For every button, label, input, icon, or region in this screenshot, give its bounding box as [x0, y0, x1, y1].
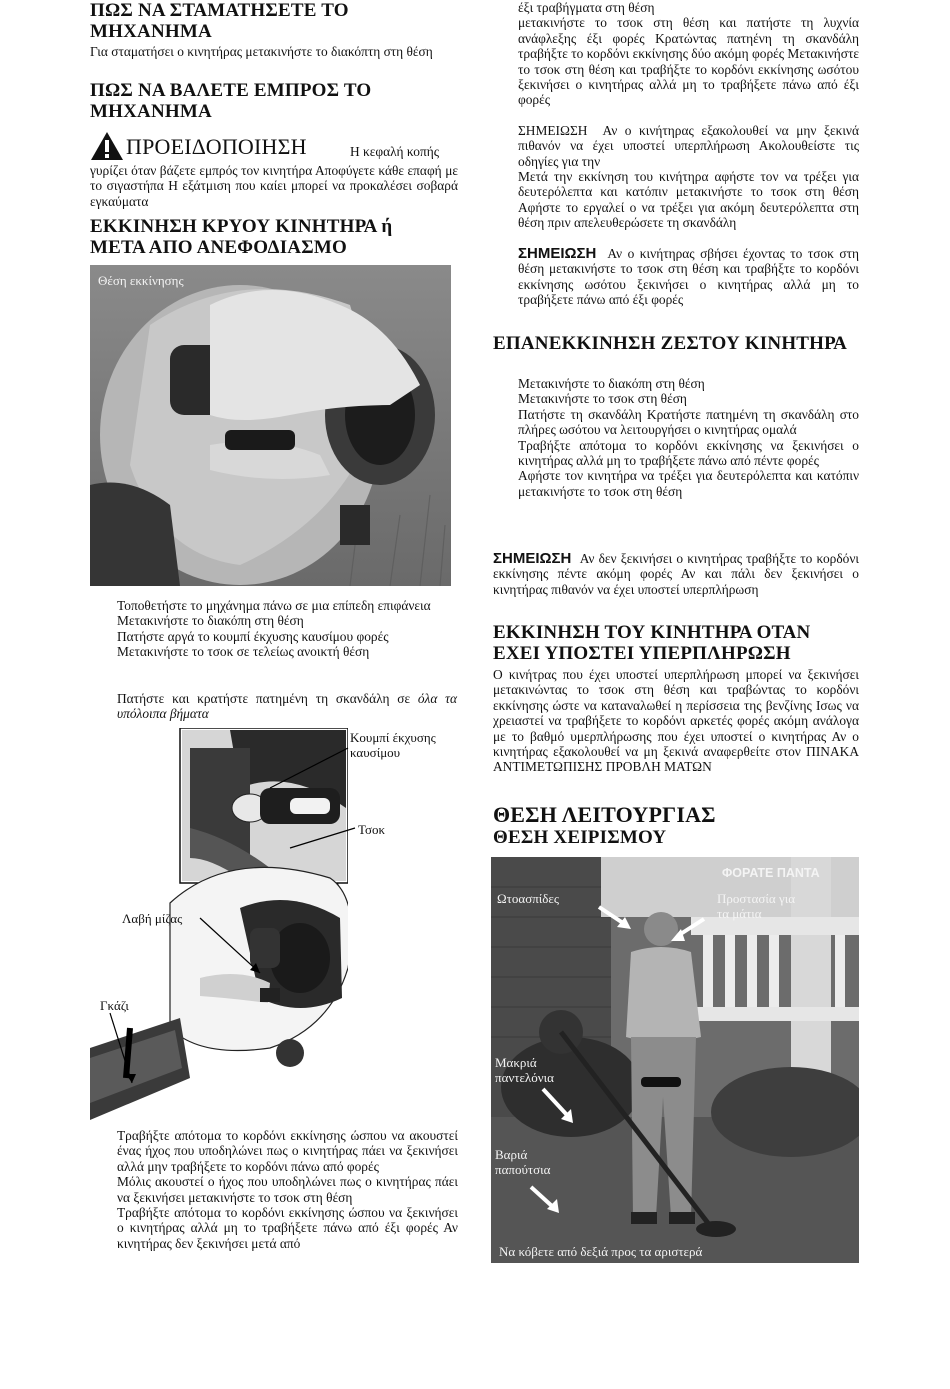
note-1	[518, 123, 859, 169]
warning-title: ΠΡΟΕΙΔΟΠΟΙΗΣΗ	[126, 134, 307, 159]
step-3: Πατήστε αργά το κουμπί έκχυσης καυσίμου φορές	[117, 628, 389, 644]
photo-arrows	[491, 857, 859, 1263]
note-3	[493, 551, 859, 597]
step-hold-trigger	[117, 691, 457, 722]
step-hold-italic: όλα τα υπόλοιπα βήματα	[117, 691, 457, 722]
note-3-label: ΣΗΜΕΙΩΣΗ	[493, 550, 572, 567]
step-4: Μετακινήστε το τσοκ σε τελείως ανοικτή θέση	[117, 644, 370, 660]
heading-stop-machine: ΠΩΣ ΝΑ ΣΤΑΜΑΤΗΣΕΤΕ ΤΟ ΜΗΧΑΝΗΜΑ	[90, 0, 349, 42]
step-2: Μετακινήστε το διακόπη στη θέση	[117, 613, 304, 629]
warm-step-5: Αφήστε τον κινητήρα να τρέξει για δευτερόλεπτα και κατόπιν μετακινήστε το τσοκ στη θέση	[518, 468, 859, 499]
step-choke-after-sound: Μόλις ακουστεί ο ήχος που υποδηλώνει πως ο κινητήρας πάει να ξεκινήσει μετακινήστε το τσοκ στη θέση	[117, 1174, 458, 1205]
heading-cold-start: ΕΚΚΙΝΗΣΗ ΚΡΥΟΥ ΚΙΝΗΤΗΡΑ ή ΜΕΤΑ ΑΠΟ ΑΝΕΦΟΔΙΑΣΜΟ	[90, 216, 393, 258]
operating-position-photo	[491, 857, 859, 1263]
cut-direction-label: Να κόβετε από δεξιά προς τα αριστερά	[499, 1244, 703, 1259]
heading-handling-position: ΘΕΣΗ ΧΕΙΡΙΣΜΟΥ	[493, 827, 667, 848]
warm-step-3: Πατήστε τη σκανδάλη Κρατήστε πατημένη τη σκανδάλη στο πλήρες ωσότου να λειτουργήσει ο κινητήρας ομαλά	[518, 406, 859, 438]
warm-step-4: Τραβήξτε απότομα το κορδόνι εκκίνησης να ξεκινήσει ο κινητήρας αλλά μη το τραβήξετε πάνω από πέντε φορές	[518, 437, 859, 469]
always-wear-label: ΦΟΡΑΤΕ ΠΑΝΤΑ	[722, 866, 820, 880]
heading-start-machine: ΠΩΣ ΝΑ ΒΑΛΕΤΕ ΕΜΠΡΟΣ ΤΟ ΜΗΧΑΝΗΜΑ	[90, 80, 372, 122]
step-hold-text: Πατήστε και κρατήστε πατημένη τη σκανδάλη σε	[117, 691, 418, 706]
eye-protection-label: Προστασία για τα μάτια	[717, 891, 796, 921]
warm-steps	[518, 376, 859, 499]
note-2-label: ΣΗΜΕΙΩΣΗ	[518, 245, 597, 262]
throttle-label: Γκάζι	[100, 998, 129, 1013]
after-start-text: Μετά την εκκίνηση του κινήτηρα αφήστε τον να τρέξει για δευτερόλεπτα και κατόπιν μετακινήστε το τσοκ στη θέση Αφήστε το εργαλεί ο να τρέξει για ακόμη δευτερόλεπτα στη θέση πριν απελευθερώσετε τη σκανδάλη	[518, 169, 859, 231]
ear-protection-label: Ωτοασπίδες	[497, 891, 559, 906]
note-3-text: Αν δεν ξεκινήσει ο κινητήρας τραβήξτε το κορδόνι εκκίνησης πέντε ακόμη φορές Αν και πάλι δεν ξεκινήσει ο κινητήρας πιθανόν να έχει υποστεί υπερπλήρωση	[493, 551, 859, 597]
long-pants-label: Μακριά παντελόνια	[495, 1055, 554, 1085]
warm-step-2: Μετακινήστε το τσοκ στη θέση	[518, 391, 687, 407]
flooded-text: Ο κινήτρας που έχει υποστεί υπερπλήρωση μπορεί να ξεκινήσει μετακινώντας το τσοκ στη θέση και τραβώντας το κορδόνι εκκίνησης ώστε να καταναλωθεί η περίσσεια της βενζίνης Ισως να χρειαστεί να τραβήξετε το κορδόνι αρκετές φορές ακόμη ανάλογα με το βαθμό υμερπλήρωσης που έχει υποστεί ο κινητήρας Αν ο κινητήρας εξακολουθεί να μη ξεκινά αναφερθείτε στον ΠΙΝΑΚΑ ΑΝΤΙΜΕΤΩΠΙΣΗΣ ΠΡΟΒΛΗ ΜΑΤΩΝ	[493, 667, 859, 775]
heading-flooded-start: ΕΚΚΙΝΗΣΗ ΤΟΥ ΚΙΝΗΤΗΡΑ ΟΤΑΝ ΕΧΕΙ ΥΠΟΣΤΕΙ ΥΠΕΡΠΛΗΡΩΣΗ	[493, 622, 811, 664]
continued-text	[518, 0, 859, 108]
warning-text: γυρίζει όταν βάζετε εμπρός τον κινητήρα Αποφύγετε κάθε επαφή με το σιγαστήπα Η εξάτμιση που καίει μπορεί να προκαλέσει σοβαρά εγκαύματα	[90, 163, 458, 209]
heavy-boots-label: Βαριά παπούτσια	[495, 1147, 551, 1177]
heading-warm-restart: ΕΠΑΝΕΚΚΙΝΗΣΗ ΖΕΣΤΟΥ ΚΙΝΗΤΗΡΑ	[493, 333, 848, 354]
note-2-text: Αν ο κινήτηρας σβήσει έχοντας το τσοκ στη θέση μετακινήστε το τσοκ στη θέση και τραβήξτε το κορδόνι εκκίνησης ωσότου ξεκινήσει ο κινητήρας αλλά μη το τραβήξετε πάνω από έξι φορές	[518, 246, 859, 308]
warm-step-1: Μετακινήστε το διακόπη στη θέση	[518, 376, 705, 391]
step-pull-until-start: Τραβήξτε απότομα το κορδόνι εκκίνησης ώσπου να ξεκινήσει ο κινητήρας αλλά μη το τραβήξετε πάνω από έξι φορές Αν κινητήρας δεν ξεκινήσει μετά από	[117, 1205, 458, 1251]
note-1-text: Αν ο κινήτηρας εξακολουθεί να μην ξεκινά πιθανόν να έχει υποστεί υπερπλήρωση Ακολουθείστε τις οδηγίες για την	[518, 123, 859, 169]
step-pull-cord: Τραβήξτε απότομα το κορδόνι εκκίνησης ώσπου να ακουστεί ένας ήχος που υποδηλώνει πως ο κινητήρας πάει να ξεκινήσει αλλά μην τραβήξετε το κορδόνι πάνω από φορές	[117, 1128, 458, 1174]
start-position-caption: Θέση εκκίνησης	[98, 273, 184, 288]
warning-triangle-icon	[90, 131, 124, 161]
cold-start-photo	[90, 265, 451, 586]
heading-operating-position: ΘΕΣΗ ΛΕΙΤΟΥΡΓΙΑΣ	[493, 802, 716, 827]
note-1-label: ΣΗΜΕΙΩΣΗ	[518, 123, 588, 138]
warning-inline-text: Η κεφαλή κοπής	[350, 144, 440, 159]
warning-header	[90, 131, 460, 163]
continued-paragraph: μετακινήστε το τσοκ στη θέση και πατήστε τη λυχνία ανάφλεξης έξι φορές Κρατώντας πατηένη τη σκανδάλη τραβήξτε το κορδόνι εκκίνησης δύο ακόμη φορές Μετακινήστε το τσοκ στη θέση και τραβήξτε το κορδόνι εκκίνησης ωσότου ξεκινήσει ο κινητήρας αλλά μη το τραβήξετε πάνω από έξι φορές	[518, 15, 859, 108]
diagram-arrows	[90, 728, 460, 1128]
steps-list-2	[117, 1128, 458, 1251]
stop-instructions: Για σταματήσει ο κινητήρας μετακινήστε το διακόπτη στη θέση	[90, 44, 433, 59]
choke-label: Τσοκ	[358, 822, 386, 837]
note-2	[518, 246, 859, 308]
steps-list-1	[117, 598, 457, 660]
continued-line: έξι τραβήγματα στη θέση	[518, 0, 655, 15]
starter-handle-label: Λαβή μίζας	[122, 911, 183, 926]
primer-bulb-label: Κουμπί έκχυσης καυσίμου	[350, 730, 436, 760]
step-1: Τοποθετήστε το μηχάνημα πάνω σε μια επίπεδη επιφάνεια	[117, 598, 431, 613]
